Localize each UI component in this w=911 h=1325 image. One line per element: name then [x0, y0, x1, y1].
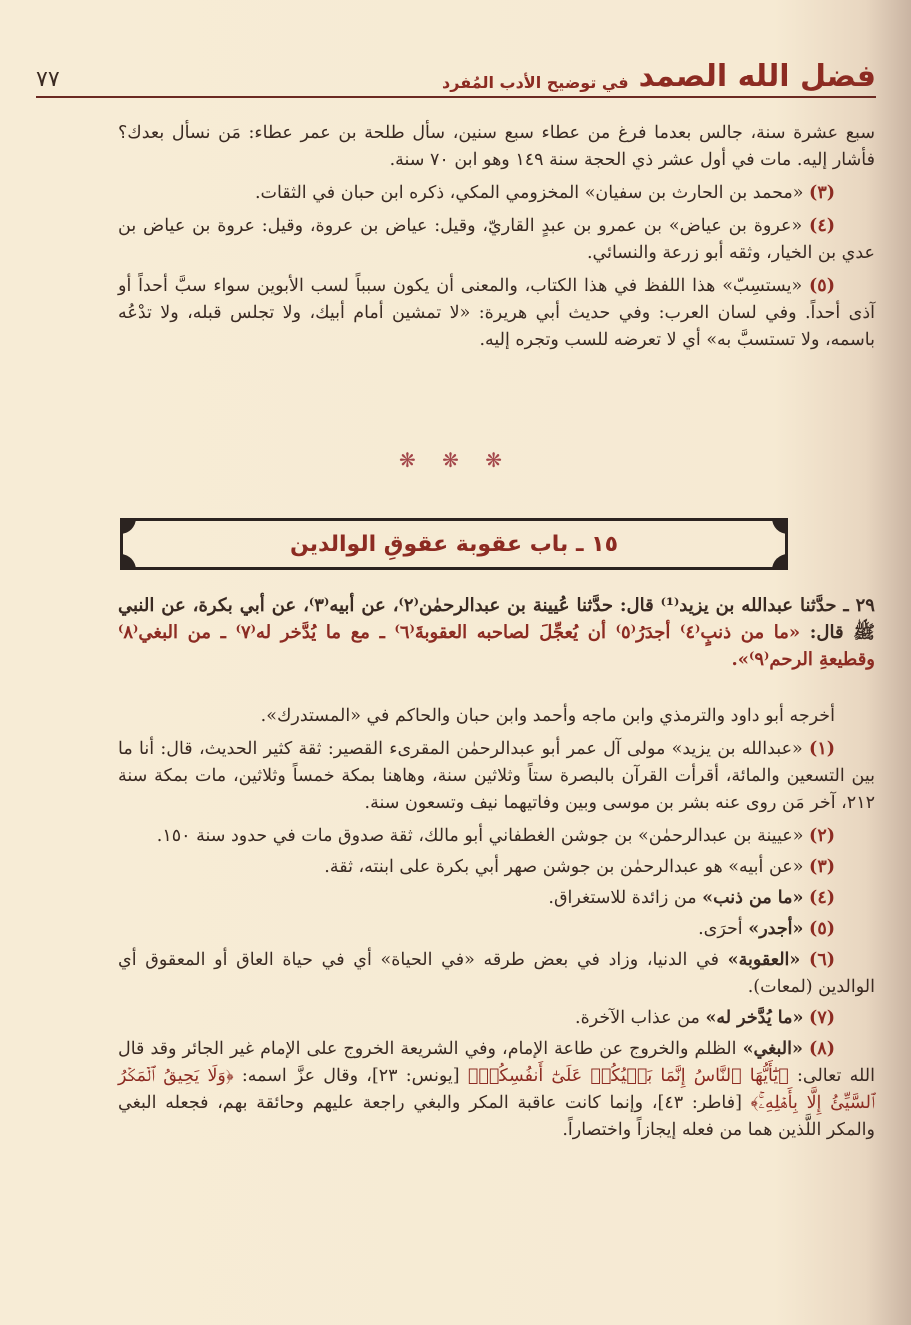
book-brand-title: فضل الله الصمد: [638, 59, 876, 94]
footnote-6: [118, 947, 875, 1001]
footnote-text: «محمد بن الحارث بن سفيان» المخزومي المكي، ذكره ابن حبان في الثقات.: [254, 183, 804, 203]
footnote-text: في الدنيا، وزاد في بعض طرقه «في الحياة» أي في حياة العاق أو المعقوق أي الوالدين (لمعات).: [118, 950, 875, 997]
footnote-number: (٦): [809, 950, 835, 970]
footnote-3-prev: [118, 180, 875, 207]
footnote-1: [118, 736, 875, 817]
footnote-number: (٤): [809, 888, 835, 908]
footnote-term: «ما يُدَّخر له»: [705, 1008, 804, 1028]
footnote-term: «أجدر»: [748, 919, 804, 939]
quran-verse: ﴿يَٰٓأَيُّهَا ٱلنَّاسُ إِنَّمَا بَغۡيُكُمۡ عَلَىٰٓ أَنفُسِكُمۖ﴾: [467, 1066, 789, 1086]
footnote-number: (١): [809, 739, 835, 759]
footnote-number: (٣): [809, 183, 835, 203]
ornament-separator: ❋ ❋ ❋: [399, 448, 512, 472]
continuation-line-1: سبع عشرة سنة، جالس بعدما فرغ من عطاء سبع سنين، سأل طلحة بن عمر عطاء: مَن نسأل: [171, 123, 875, 143]
quran-verse: ﴿وَلَا يَحِيقُ ٱلۡمَكۡرُ ٱلسَّيِّئُ إِلَّا بِأَهۡلِهِۦۚ﴾: [118, 1066, 875, 1113]
chapter-heading-frame: [120, 518, 788, 570]
footnote-number: (٤): [809, 216, 835, 236]
footnote-term: «العقوبة»: [727, 950, 801, 970]
chapter-title: ١٥ ـ باب عقوبة عقوقِ الوالدين: [289, 531, 619, 557]
footnote-number: (٧): [809, 1008, 835, 1028]
continuation-text: [118, 120, 875, 174]
verse-reference: [يونس: ٢٣]، وقال عزَّ اسمه:: [233, 1066, 468, 1086]
footnotes-section: [118, 703, 875, 1144]
footnote-3: [118, 854, 875, 881]
footnote-text: «عيينة بن عبدالرحمٰن» بن جوشن الغطفاني أبو مالك، ثقة صدوق مات في حدود سنة ١٥٠.: [156, 826, 804, 846]
footnote-text: «عن أبيه» هو عبدالرحمٰن بن جوشن صهر أبي بكرة على ابنته، ثقة.: [324, 857, 804, 877]
footnote-4-prev: [118, 213, 875, 267]
frame-corner-ornament: [772, 554, 788, 570]
footnote-text: من زائدة للاستغراق.: [548, 888, 703, 908]
hadith-isnad: ـ حدَّثنا عبدالله بن يزيد⁽¹⁾ قال: حدَّثنا عُيينة بن عبدالرحمٰن⁽٢⁾، عن أبيه⁽٣⁾، عن أبي بكرة، عن النبي ﷺ قال:: [118, 595, 875, 643]
footnote-text: من عذاب الآخرة.: [575, 1008, 706, 1028]
previous-footnotes: [118, 120, 875, 354]
footnote-5-prev: [118, 273, 875, 354]
book-subtitle: في توضيح الأدب المُفرد: [442, 73, 629, 92]
footnote-5: [118, 916, 875, 943]
footnote-number: (٣): [809, 857, 835, 877]
footnote-term: «البغي»: [742, 1039, 803, 1059]
footnote-2: [118, 823, 875, 850]
page-number: ٧٧: [36, 67, 60, 92]
footnote-number: (٨): [809, 1039, 835, 1059]
footnote-7: [118, 1005, 875, 1032]
footnote-text: الظلم والخروج عن طاعة الإمام، وفي الشريعة الخروج على الإمام غير الجائر وقد قال الله تعالى:: [118, 1039, 875, 1086]
frame-corner-ornament: [120, 554, 136, 570]
footnote-8: [118, 1036, 875, 1144]
footnote-4: [118, 885, 875, 912]
hadith-text: [118, 592, 875, 673]
running-header: [36, 56, 876, 98]
footnote-text: أحرَى.: [698, 919, 749, 939]
continuation-line-2: بعدك؟ فأشار إليه. مات في أول عشر ذي الحجة سنة ١٤٩ وهو ابن ٧٠ سنة.: [118, 123, 875, 170]
footnote-text: «عبدالله بن يزيد» مولى آل عمر أبو عبدالرحمٰن المقرىء القصير: ثقة كثير الحديث، قال: أنا ما بين التسعين والمائة، أقرأت القرآن بالبصرة ستاً وثلاثين سنة، وهاهنا بمكة خمساً وثلاثين، مات بمكة سنة ٢١٢، آخر مَن روى عنه بشر بن موسى وبين وفاتيهما نيف وتسعون سنة.: [118, 739, 875, 813]
verse-reference: [فاطر: ٤٣]، وإنما كانت عاقبة المكر والبغي راجعة عليهم وحائقة بهم، فجعله البغي والمكر اللَّذين هما من فعله إيجازاً واختصاراً.: [118, 1093, 875, 1140]
footnote-text: «يستسِبّ» هذا اللفظ في هذا الكتاب، والمعنى أن يكون سبباً لسب الأبوين سواء سبَّ أحداً أو آذى أحداً. وفي لسان العرب: وفي حديث أبي هريرة: «لا تمشين أمام أبيك، ولا تجلس قبله، ولا تدْعُه باسمه، ولا تستسبَّ به» أي لا تعرضه للسب وتجره إليه.: [118, 276, 875, 350]
frame-corner-ornament: [120, 518, 136, 534]
footnote-term: «ما من ذنب»: [702, 888, 804, 908]
hadith-matn: «ما من ذنبٍ⁽٤⁾ أجدَرُ⁽٥⁾ أن يُعجِّلَ لصاحبه العقوبةَ⁽٦⁾ ـ مع ما يُدَّخر له⁽٧⁾ ـ من البغي⁽٨⁾ وقطيعةِ الرحم⁽٩⁾».: [118, 622, 875, 670]
footnote-number: (٥): [809, 276, 835, 296]
footnote-text: «عروة بن عياض» بن عمرو بن عبدٍ القاريّ، وقيل: عياض بن عروة، وقيل: عروة بن عياض بن عدي بن الخيار، وثقه أبو زرعة والنسائي.: [118, 216, 875, 263]
footnote-number: (٥): [809, 919, 835, 939]
frame-corner-ornament: [772, 518, 788, 534]
hadith-number: ٢٩: [855, 595, 875, 616]
footnote-number: (٢): [809, 826, 835, 846]
header-title: [442, 60, 876, 96]
takhrij: أخرجه أبو داود والترمذي وابن ماجه وأحمد وابن حبان والحاكم في «المستدرك».: [260, 706, 835, 726]
